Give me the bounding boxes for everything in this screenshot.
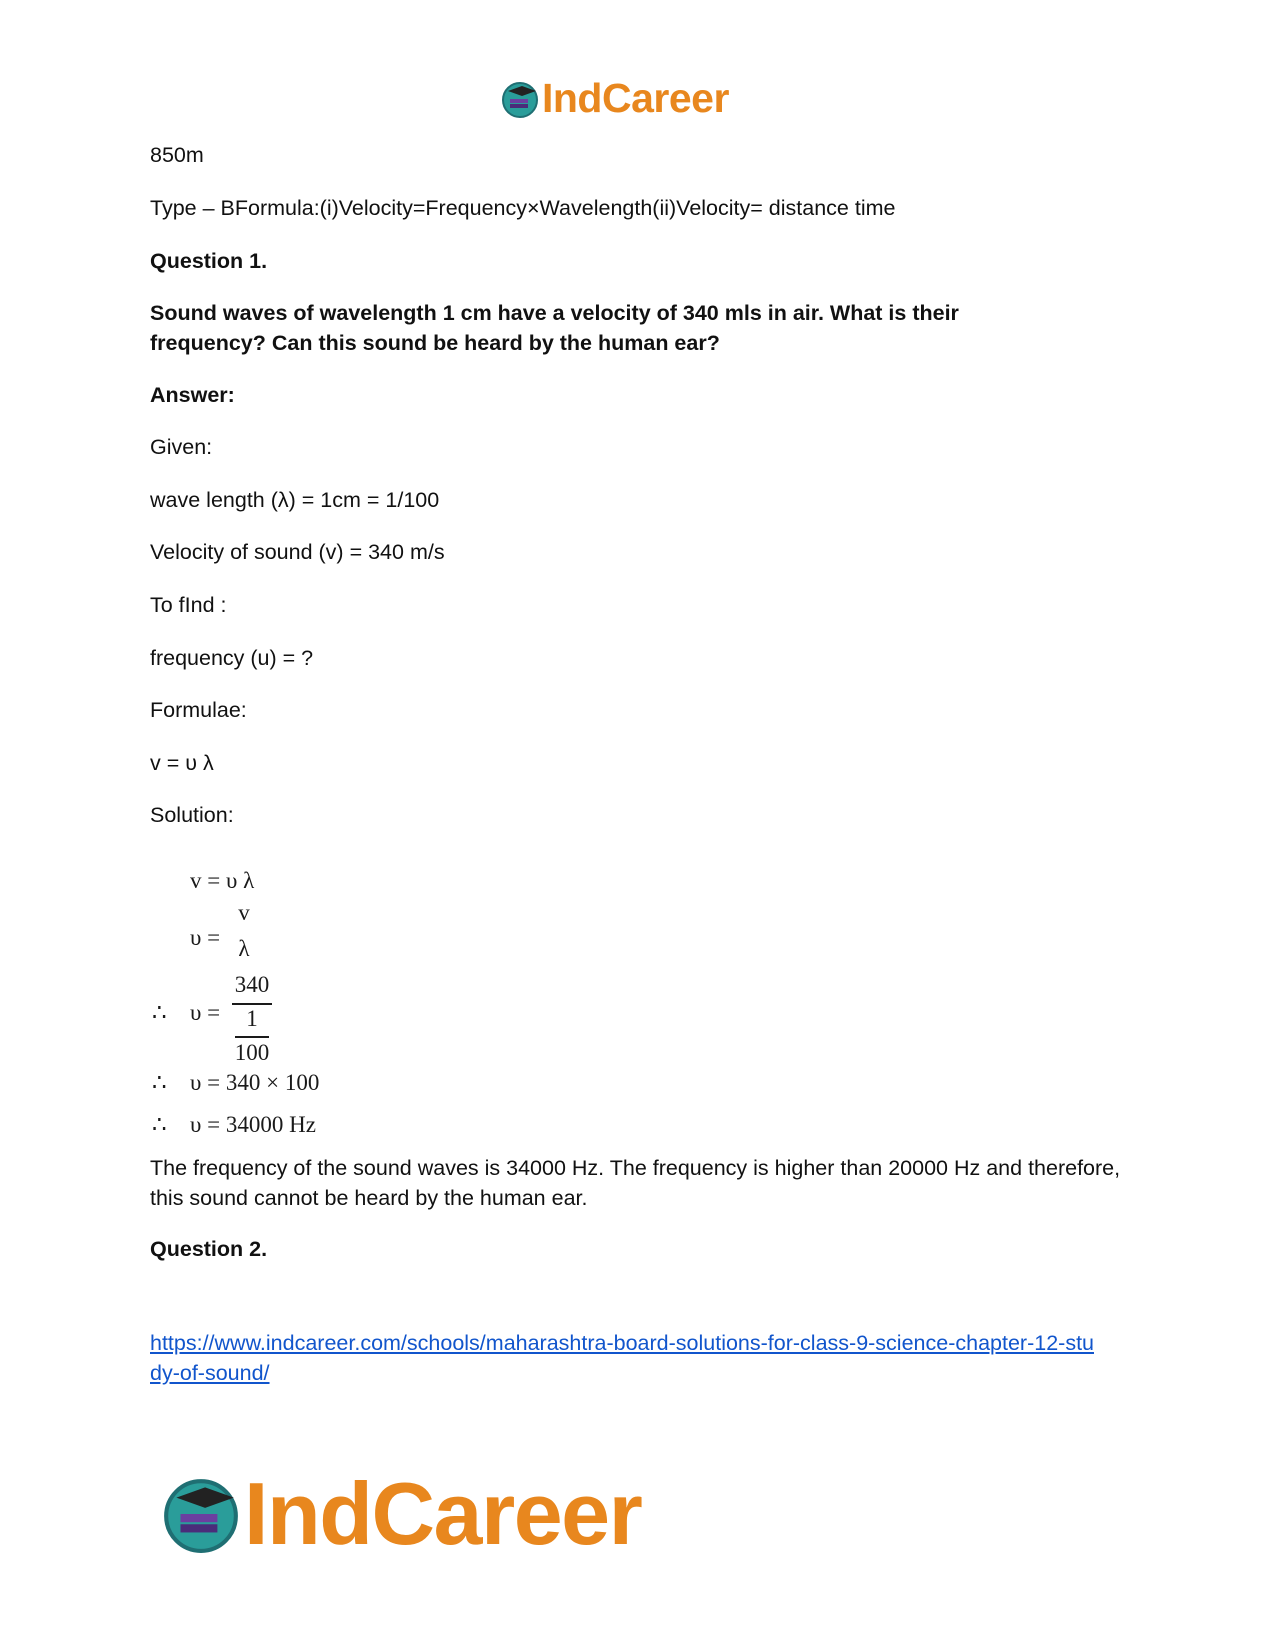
solution-math-block xyxy=(152,868,342,1185)
logo-globe-icon xyxy=(160,1473,242,1555)
formula-line: v = υ λ xyxy=(150,751,214,775)
indcareer-logo-top xyxy=(500,75,729,121)
question-1-label: Question 1. xyxy=(150,249,268,273)
logo-wordmark: IndCareer xyxy=(542,75,729,121)
math-step-3-inner-denominator: 100 xyxy=(234,1040,270,1065)
math-step-3-fraction-bar xyxy=(232,1003,272,1005)
therefore-symbol: ∴ xyxy=(152,1112,167,1137)
math-step-3-numerator: 340 xyxy=(234,972,270,997)
math-step-5: υ = 34000 Hz xyxy=(190,1112,316,1137)
formulae-label: Formulae: xyxy=(150,698,247,722)
math-step-1: v = υ λ xyxy=(190,868,255,893)
math-step-2-lhs: υ = xyxy=(190,925,221,950)
question-1-text: Sound waves of wavelength 1 cm have a velocity of 340 mls in air. What is their frequency? Can this sound be heard by the human ear? xyxy=(150,301,959,355)
source-link[interactable]: https://www.indcareer.com/schools/maharashtra-board-solutions-for-class-9-science-chapter-12-study-of-sound/ xyxy=(150,1331,1094,1385)
velocity-line: Velocity of sound (v) = 340 m/s xyxy=(150,540,445,564)
math-step-3-inner-numerator: 1 xyxy=(246,1006,258,1031)
question-2-label: Question 2. xyxy=(150,1237,268,1261)
math-step-4: υ = 340 × 100 xyxy=(190,1070,320,1095)
therefore-symbol: ∴ xyxy=(152,1000,167,1025)
math-step-2-numerator: v xyxy=(238,900,250,925)
to-find-label: To fInd : xyxy=(150,593,227,617)
indcareer-logo-bottom xyxy=(160,1464,642,1563)
answer-label: Answer: xyxy=(150,383,235,407)
logo-wordmark: IndCareer xyxy=(244,1464,642,1563)
type-b-formula: Type – BFormula:(i)Velocity=Frequency×Wavelength(ii)Velocity= distance time xyxy=(150,196,896,220)
wavelength-line: wave length (λ) = 1cm = 1/100 xyxy=(150,488,440,512)
logo-globe-icon xyxy=(500,79,540,119)
math-step-3-inner-bar xyxy=(235,1036,269,1038)
math-step-2-denominator: λ xyxy=(238,936,250,961)
math-step-3-lhs: υ = xyxy=(190,1000,221,1025)
solution-label: Solution: xyxy=(150,803,234,827)
conclusion-text: The frequency of the sound waves is 34000 Hz. The frequency is higher than 20000 Hz and therefore, this sound cannot be heard by the human ear. xyxy=(150,1156,1121,1210)
frequency-line: frequency (u) = ? xyxy=(150,646,314,670)
therefore-symbol: ∴ xyxy=(152,1070,167,1095)
distance-value: 850m xyxy=(150,143,204,167)
given-label: Given: xyxy=(150,435,213,459)
